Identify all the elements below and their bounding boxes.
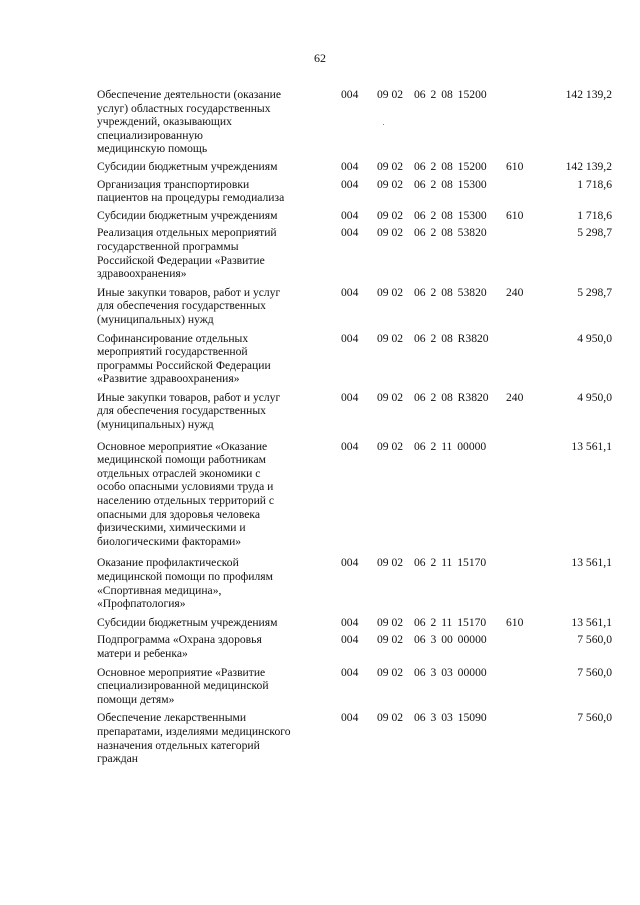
table-row xyxy=(97,391,612,432)
row-section-code: 09 02 xyxy=(377,226,404,240)
row-amount: 7 560,0 xyxy=(577,633,612,647)
row-name: Обеспечение деятельности (оказание услуг) областных государственных учреждений, оказывающих специализированную медицинскую помощь xyxy=(97,88,281,156)
row-ved-code: 004 xyxy=(341,159,359,173)
table-row xyxy=(97,332,612,386)
row-ved-code: 004 xyxy=(341,331,359,345)
row-name: Реализация отдельных мероприятий государственной программы Российской Федерации «Развитие здравоохранения» xyxy=(97,226,277,281)
row-ved-code: 004 xyxy=(341,88,359,101)
table-row xyxy=(97,209,612,223)
row-ved-code: 004 xyxy=(341,556,359,570)
row-target-article: 06 2 08 15300 xyxy=(414,208,487,222)
row-section-code: 09 02 xyxy=(377,390,404,404)
row-section-code: 09 02 xyxy=(377,177,404,191)
row-target-article: 06 2 08 15200 xyxy=(414,88,487,101)
row-section-code: 09 02 xyxy=(377,88,404,101)
row-name: Субсидии бюджетным учреждениям xyxy=(97,159,278,173)
table-row xyxy=(97,88,612,156)
row-name: Иные закупки товаров, работ и услуг для обеспечения государственных (муниципальных) нужд xyxy=(97,285,281,326)
row-name: Подпрограмма «Охрана здоровья матери и ребенка» xyxy=(97,633,262,660)
row-amount: 13 561,1 xyxy=(571,615,612,629)
row-target-article: 06 2 08 15200 xyxy=(414,159,487,173)
row-section-code: 09 02 xyxy=(377,439,404,453)
row-expense-type: 610 xyxy=(506,615,524,629)
row-target-article: 06 2 08 15300 xyxy=(414,177,487,191)
row-amount: 142 139,2 xyxy=(565,88,612,101)
row-amount: 4 950,0 xyxy=(577,331,612,345)
row-amount: 5 298,7 xyxy=(577,285,612,299)
table-row xyxy=(97,160,612,174)
row-ved-code: 004 xyxy=(341,390,359,404)
table-row xyxy=(97,226,612,280)
row-amount: 7 560,0 xyxy=(577,665,612,679)
row-name: Оказание профилактической медицинской помощи по профилям «Спортивная медицина», «Профпатология» xyxy=(97,556,273,611)
table-row xyxy=(97,178,612,205)
row-target-article: 06 2 11 15170 xyxy=(414,615,487,629)
row-expense-type: 240 xyxy=(506,285,524,299)
row-ved-code: 004 xyxy=(341,285,359,299)
row-ved-code: 004 xyxy=(341,208,359,222)
row-name: Субсидии бюджетным учреждениям xyxy=(97,208,278,222)
table-row xyxy=(97,633,612,660)
row-ved-code: 004 xyxy=(341,226,359,240)
row-amount: 5 298,7 xyxy=(577,226,612,240)
table-row xyxy=(97,286,612,327)
table-row xyxy=(97,440,612,549)
row-name: Субсидии бюджетным учреждениям xyxy=(97,615,278,629)
row-amount: 7 560,0 xyxy=(577,711,612,725)
row-section-code: 09 02 xyxy=(377,556,404,570)
row-ved-code: 004 xyxy=(341,439,359,453)
row-ved-code: 004 xyxy=(341,615,359,629)
row-amount: 1 718,6 xyxy=(577,177,612,191)
row-amount: 13 561,1 xyxy=(571,556,612,570)
row-section-code: 09 02 xyxy=(377,159,404,173)
row-target-article: 06 2 08 R3820 xyxy=(414,331,489,345)
row-name: Софинансирование отдельных мероприятий государственной программы Российской Федерации «Развитие здравоохранения» xyxy=(97,331,271,386)
table-row xyxy=(97,556,612,610)
budget-table xyxy=(97,88,612,766)
row-target-article: 06 3 00 00000 xyxy=(414,633,487,647)
row-name: Обеспечение лекарственными препаратами, изделиями медицинского назначения отдельных категорий граждан xyxy=(97,711,291,766)
row-section-code: 09 02 xyxy=(377,665,404,679)
row-amount: 1 718,6 xyxy=(577,208,612,222)
table-row xyxy=(97,711,612,765)
row-expense-type: 610 xyxy=(506,208,524,222)
row-ved-code: 004 xyxy=(341,177,359,191)
row-ved-code: 004 xyxy=(341,633,359,647)
row-section-code: 09 02 xyxy=(377,633,404,647)
row-target-article: 06 3 03 00000 xyxy=(414,665,487,679)
row-expense-type: 240 xyxy=(506,390,524,404)
row-target-article: 06 2 11 00000 xyxy=(414,439,487,453)
row-section-code: 09 02 xyxy=(377,331,404,345)
row-target-article: 06 3 03 15090 xyxy=(414,711,487,725)
row-expense-type: 610 xyxy=(506,159,524,173)
row-section-code: 09 02 xyxy=(377,711,404,725)
row-section-code: 09 02 xyxy=(377,208,404,222)
row-target-article: 06 2 08 R3820 xyxy=(414,390,489,404)
row-name: Основное мероприятие «Развитие специализированной медицинской помощи детям» xyxy=(97,665,269,706)
row-name: Иные закупки товаров, работ и услуг для обеспечения государственных (муниципальных) нужд xyxy=(97,390,281,432)
row-amount: 4 950,0 xyxy=(577,390,612,404)
row-name: Основное мероприятие «Оказание медицинской помощи работникам отдельных отраслей экономики с особо опасными условиями труда и населению отдельных территорий с опасными для здоровья человека физическими, химическими и биологическими факторами» xyxy=(97,439,275,548)
row-amount: 13 561,1 xyxy=(571,439,612,453)
row-section-code: 09 02 xyxy=(377,285,404,299)
row-target-article: 06 2 11 15170 xyxy=(414,556,487,570)
table-row xyxy=(97,666,612,707)
row-target-article: 06 2 08 53820 xyxy=(414,226,487,240)
row-ved-code: 004 xyxy=(341,711,359,725)
row-ved-code: 004 xyxy=(341,665,359,679)
row-target-article: 06 2 08 53820 xyxy=(414,285,487,299)
row-amount: 142 139,2 xyxy=(565,159,612,173)
row-name: Организация транспортировки пациентов на процедуры гемодиализа xyxy=(97,177,285,205)
page-number: 62 xyxy=(314,51,326,65)
row-section-code: 09 02 xyxy=(377,615,404,629)
table-row xyxy=(97,616,612,630)
